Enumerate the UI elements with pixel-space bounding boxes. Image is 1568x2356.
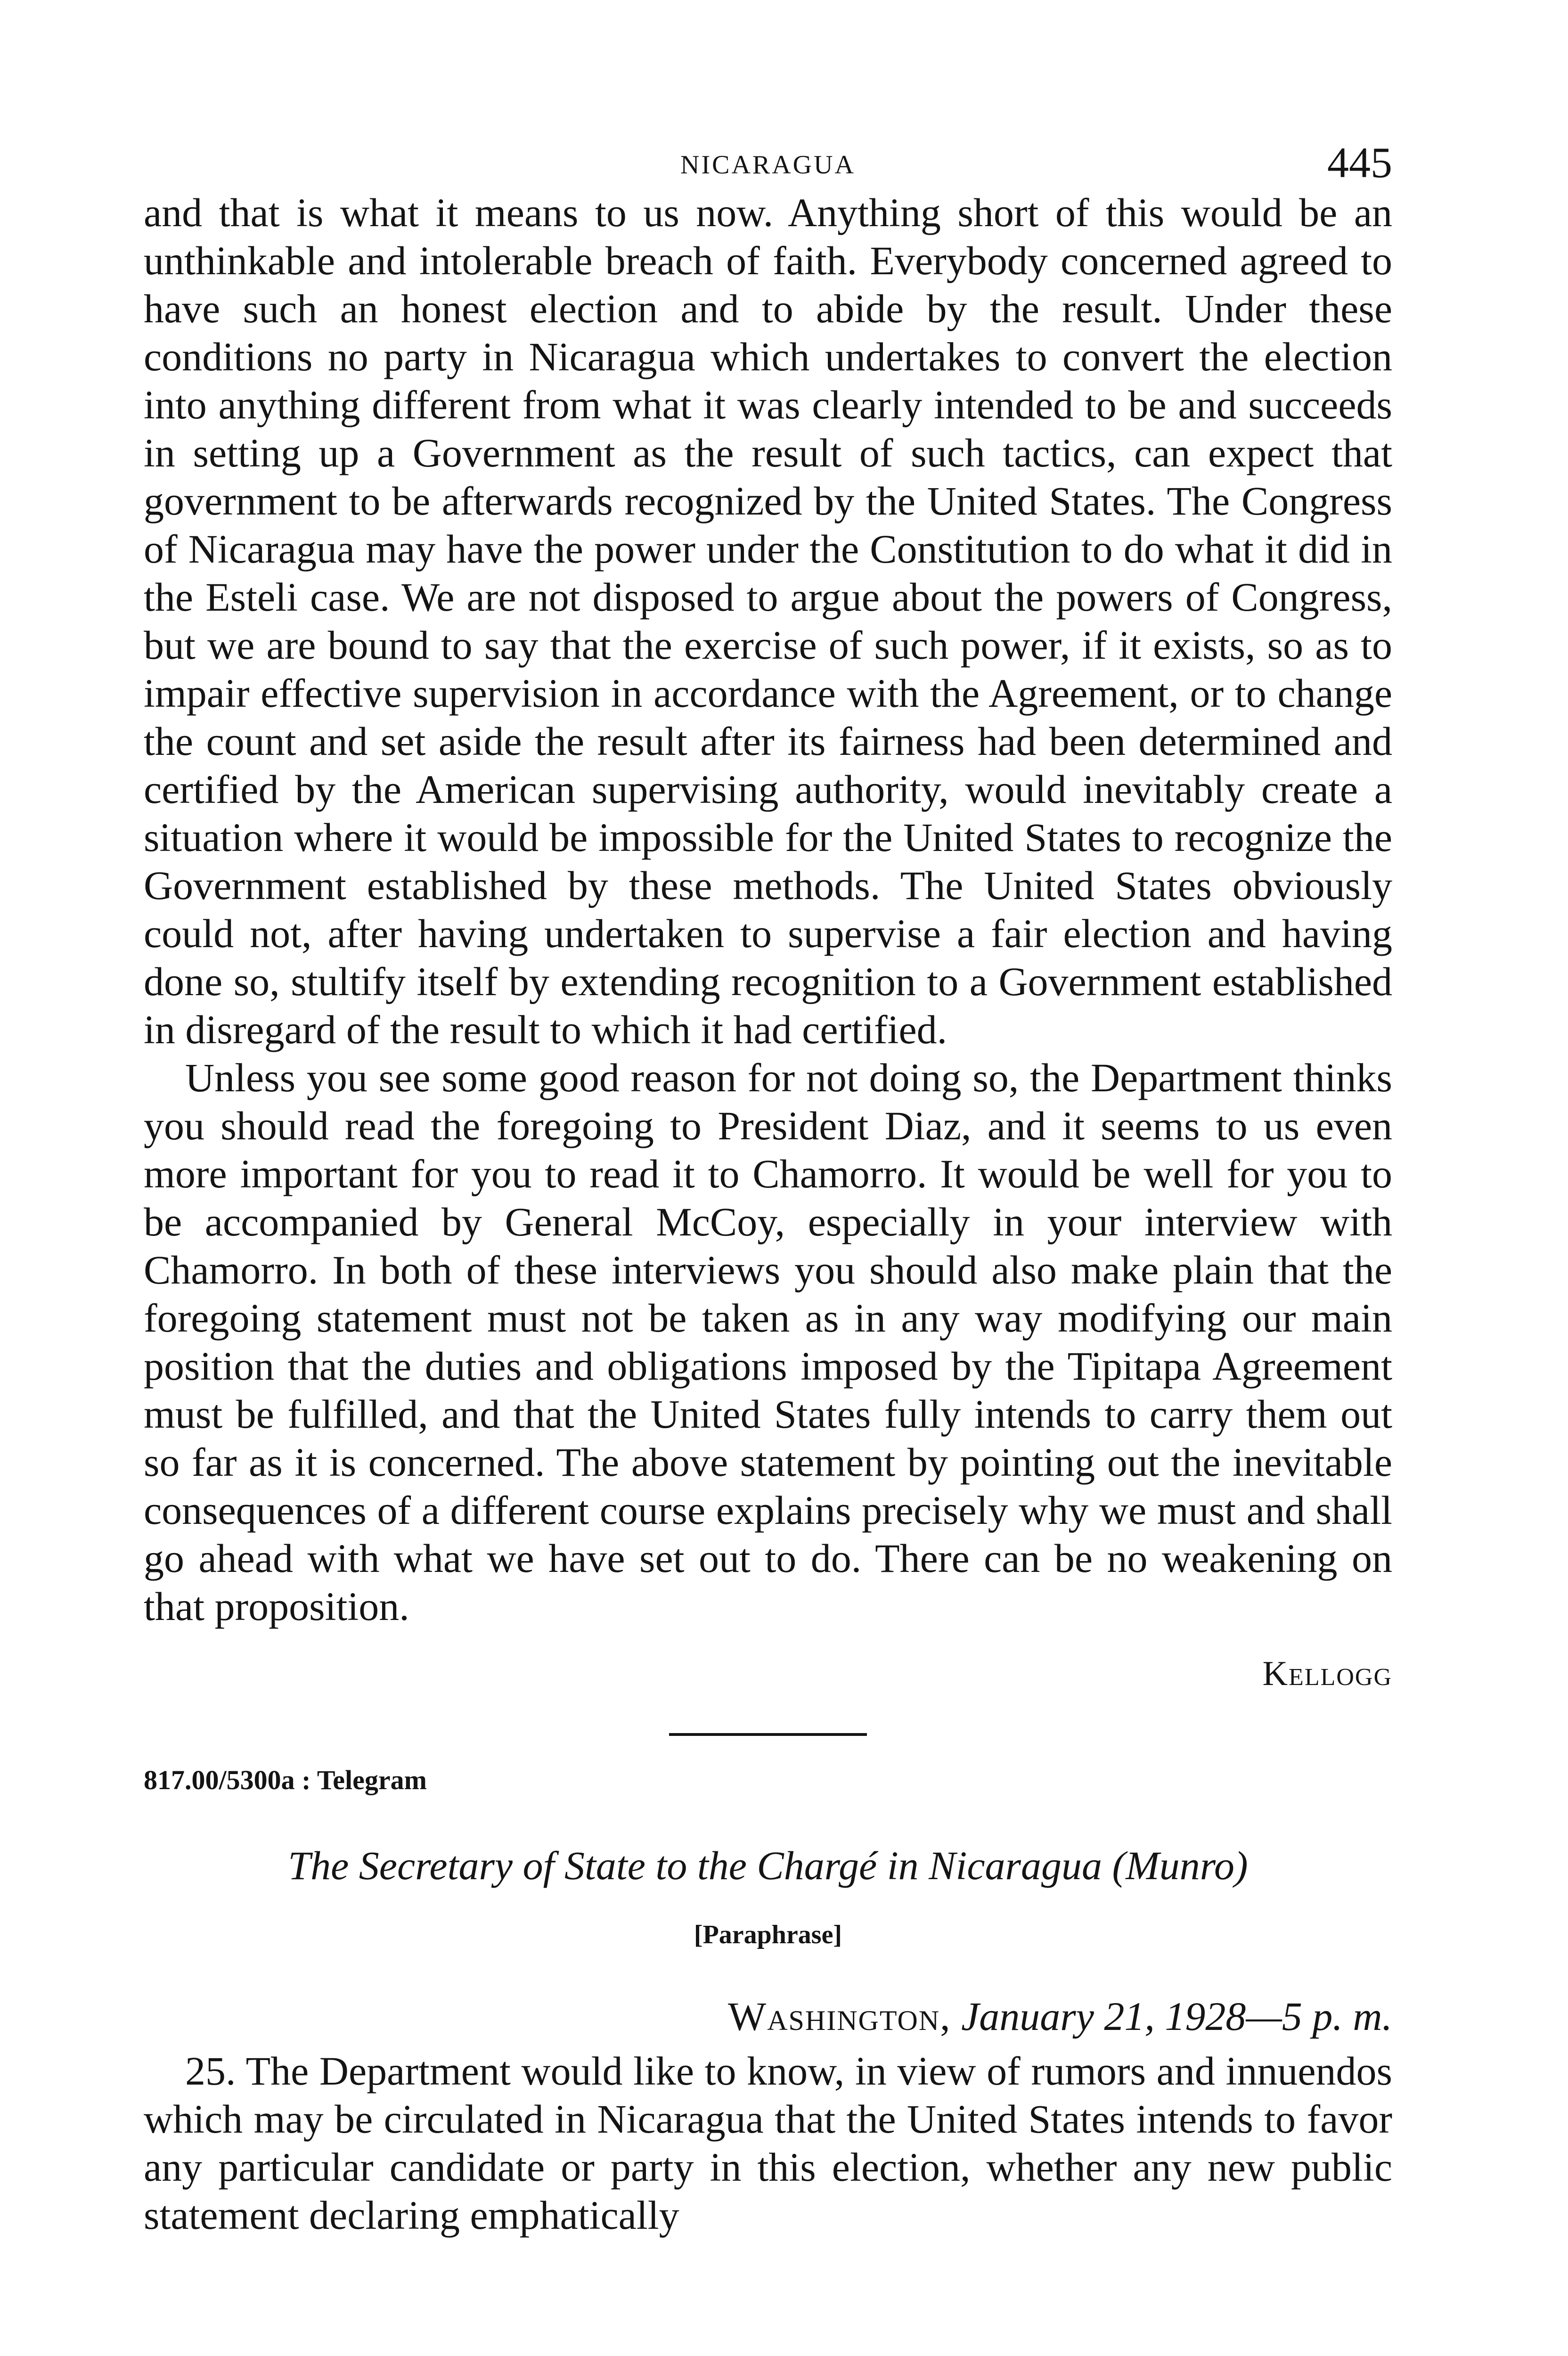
running-head: [144, 137, 1392, 188]
body-text-telegram: [144, 2047, 1392, 2239]
file-reference: 817.00/5300a : Telegram: [144, 1765, 427, 1795]
dateline-place: Washington,: [728, 1994, 951, 2039]
continuation-paragraph: and that is what it means to us now. Anything short of this would be an unthinkable and intolerable breach of faith. Everybody concerned agreed to have such an honest election and to abide by the result. Under these conditions no party in Nicaragua which undertakes to convert the election into anything different from what it was clearly intended to be and succeeds in setting up a Government as the result of such tactics, can expect that government to be afterwards recognized by the United States. The Congress of Nicaragua may have the power under the Constitution to do what it did in the Esteli case. We are not disposed to argue about the powers of Congress, but we are bound to say that the exercise of such power, if it exists, so as to impair effective supervision in accordance with the Agreement, or to change the count and set aside the result after its fairness had been determined and certified by the American supervising authority, would inevitably create a situation where it would be impossible for the United States to recognize the Government established by these methods. The United States obviously could not, after having undertaken to supervise a fair election and having done so, stultify itself by extending recognition to a Government established in disregard of the result to which it had certified.: [144, 190, 1392, 1052]
section-divider: [669, 1733, 867, 1736]
document-title: The Secretary of State to the Chargé in Nicaragua (Munro): [288, 1843, 1248, 1888]
signature: Kellogg: [1262, 1654, 1392, 1693]
paraphrase-label: [Paraphrase]: [694, 1920, 842, 1949]
page-number: 445: [1327, 139, 1392, 187]
body-text: [144, 188, 1392, 1630]
dateline: [144, 1993, 1392, 2042]
document-page: [144, 137, 1392, 2239]
dateline-date: January 21, 1928—5 p. m.: [961, 1994, 1392, 2039]
instruction-paragraph: Unless you see some good reason for not doing so, the Department thinks you should read the foregoing to President Diaz, and it seems to us even more important for you to read it to Chamorro. It would be well for you to be accompanied by General McCoy, especially in your interview with Chamorro. In both of these interviews you should also make plain that the foregoing statement must not be taken as in any way modifying our main position that the duties and obligations imposed by the Tipitapa Agreement must be fulfilled, and that the United States fully intends to carry them out so far as it is concerned. The above statement by pointing out the inevitable consequences of a different course explains precisely why we must and shall go ahead with what we have set out to do. There can be no weakening on that proposition.: [144, 1055, 1392, 1629]
telegram-paragraph: 25. The Department would like to know, in view of rumors and innuendos which may be circulated in Nicaragua that the United States intends to favor any particular candidate or party in this election, whether any new public statement declaring emphatically: [144, 2048, 1392, 2238]
running-title: NICARAGUA: [680, 150, 856, 180]
